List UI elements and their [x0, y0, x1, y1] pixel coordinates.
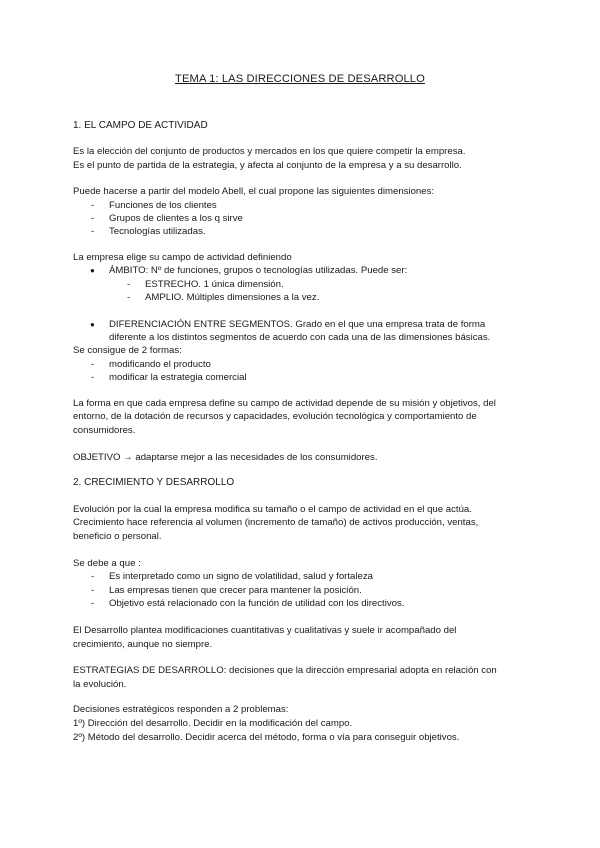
paragraph: Se debe a que :: [73, 558, 141, 569]
list-item: Funciones de los clientes: [109, 200, 217, 211]
list-item: modificar la estrategia comercial: [109, 372, 247, 383]
paragraph: Se consigue de 2 formas:: [73, 345, 182, 356]
list-item: Es interpretado como un signo de volatilidad, salud y fortaleza: [109, 571, 373, 582]
list-item: DIFERENCIACIÓN ENTRE SEGMENTOS. Grado en el que una empresa trata de forma: [109, 319, 486, 330]
paragraph: ESTRATEGIAS DE DESARROLLO: decisiones que la dirección empresarial adopta en relación con: [73, 665, 497, 676]
dash-marker: -: [91, 372, 95, 383]
page-title: TEMA 1: LAS DIRECCIONES DE DESARROLLO: [175, 73, 425, 85]
paragraph: Evolución por la cual la empresa modifica su tamaño o el campo de actividad en el que actúa.: [73, 504, 472, 515]
dash-marker: -: [91, 585, 95, 596]
dash-marker: -: [127, 292, 131, 303]
bullet-marker: ●: [90, 320, 95, 329]
paragraph: crecimiento, aunque no siempre.: [73, 639, 213, 650]
section-1-heading: 1. EL CAMPO DE ACTIVIDAD: [73, 120, 208, 131]
bullet-marker: ●: [90, 266, 95, 275]
list-item: diferente a los distintos segmentos de acuerdo con cada una de las dimensiones básicas.: [109, 332, 491, 343]
dash-marker: -: [91, 213, 95, 224]
list-item: ÁMBITO: Nº de funciones, grupos o tecnologías utilizadas. Puede ser:: [109, 265, 408, 276]
paragraph: la evolución.: [73, 679, 127, 690]
paragraph: 2º) Método del desarrollo. Decidir acerca del método, forma o vía para conseguir objetivos.: [73, 732, 460, 743]
dash-marker: -: [91, 359, 95, 370]
list-item: Las empresas tienen que crecer para mantener la posición.: [109, 585, 362, 596]
list-item: Tecnologías utilizadas.: [109, 226, 206, 237]
paragraph: beneficio o personal.: [73, 531, 162, 542]
list-item: AMPLIO. Múltiples dimensiones a la vez.: [145, 292, 320, 303]
paragraph: Es la elección del conjunto de productos y mercados en los que quiere competir la empresa.: [73, 146, 466, 157]
list-item: Objetivo está relacionado con la función de utilidad con los directivos.: [109, 598, 405, 609]
list-item: ESTRECHO. 1 única dimensión.: [145, 279, 284, 290]
paragraph: La empresa elige su campo de actividad definiendo: [73, 252, 292, 263]
dash-marker: -: [91, 598, 95, 609]
paragraph: 1º) Dirección del desarrollo. Decidir en la modificación del campo.: [73, 718, 353, 729]
paragraph: Decisiones estratégicos responden a 2 problemas:: [73, 704, 289, 715]
dash-marker: -: [91, 226, 95, 237]
paragraph: La forma en que cada empresa define su campo de actividad depende de su misión y objetivos, del: [73, 398, 496, 409]
paragraph: consumidores.: [73, 425, 136, 436]
list-item: modificando el producto: [109, 359, 211, 370]
paragraph: entorno, de la dotación de recursos y capacidades, evolución tecnológica y comportamiento de: [73, 411, 477, 422]
paragraph: Es el punto de partida de la estrategia, y afecta al conjunto de la empresa y a su desarrollo.: [73, 160, 462, 171]
paragraph: OBJETIVO → adaptarse mejor a las necesidades de los consumidores.: [73, 452, 378, 463]
list-item: Grupos de clientes a los q sirve: [109, 213, 243, 224]
paragraph: El Desarrollo plantea modificaciones cuantitativas y cualitativas y suele ir acompañado del: [73, 625, 457, 636]
dash-marker: -: [127, 279, 131, 290]
dash-marker: -: [91, 200, 95, 211]
dash-marker: -: [91, 571, 95, 582]
section-2-heading: 2. CRECIMIENTO Y DESARROLLO: [73, 477, 235, 488]
paragraph: Crecimiento hace referencia al volumen (incremento de tamaño) de activos producción, ventas,: [73, 517, 479, 528]
paragraph: Puede hacerse a partir del modelo Abell, el cual propone las siguientes dimensiones:: [73, 186, 435, 197]
